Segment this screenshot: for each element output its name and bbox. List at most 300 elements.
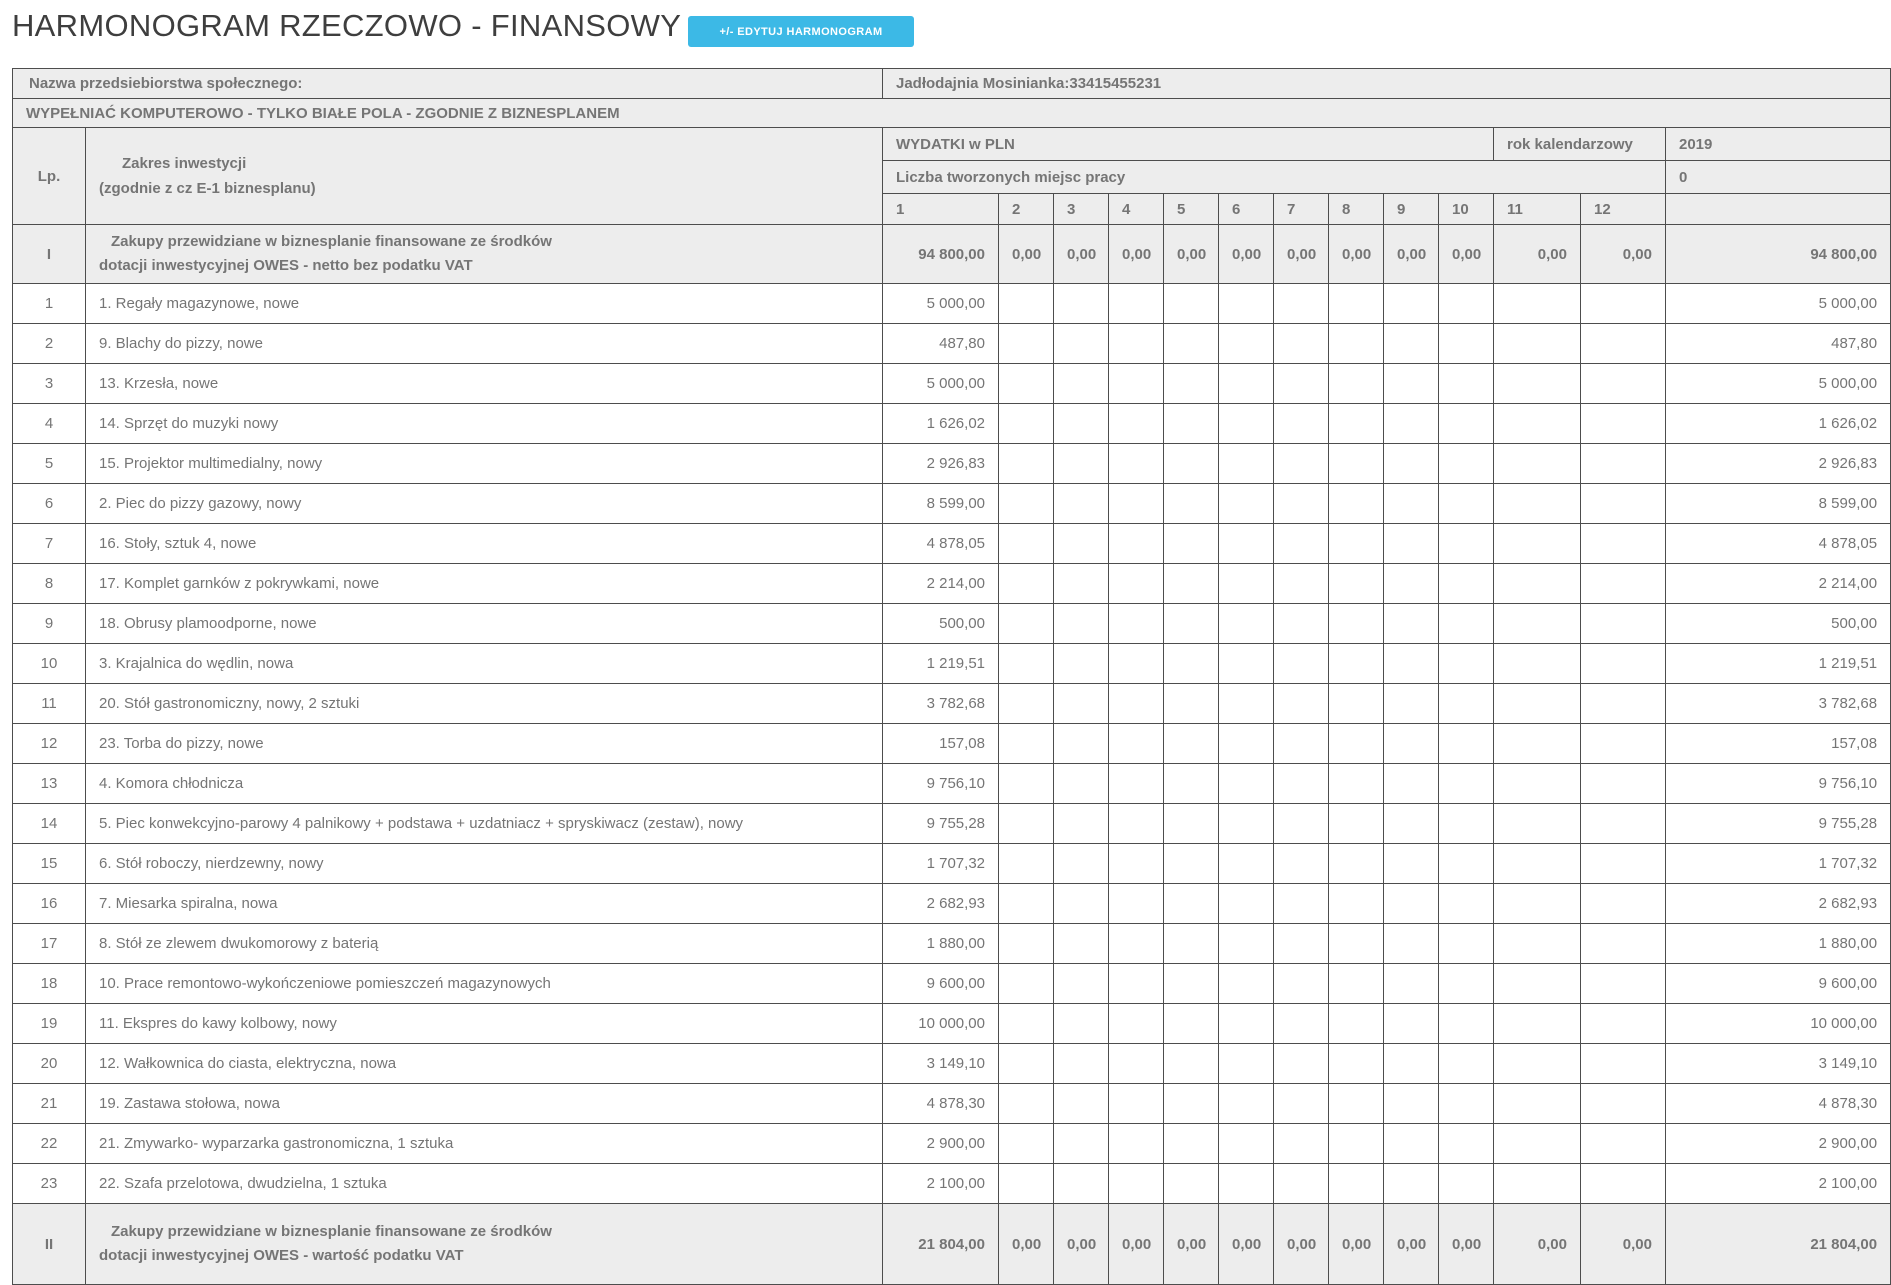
row-month1-value[interactable]: 10 000,00: [883, 1004, 999, 1044]
row-month6-cell[interactable]: [1219, 644, 1274, 684]
row-month10-cell[interactable]: [1439, 684, 1494, 724]
row-month3-cell[interactable]: [1054, 1124, 1109, 1164]
row-month11-cell[interactable]: [1494, 1004, 1581, 1044]
row-month9-cell[interactable]: [1384, 1164, 1439, 1204]
row-month4-cell[interactable]: [1109, 444, 1164, 484]
row-month6-cell[interactable]: [1219, 564, 1274, 604]
row-month4-cell[interactable]: [1109, 1084, 1164, 1124]
row-month5-cell[interactable]: [1164, 1124, 1219, 1164]
company-name-label: Nazwa przedsiebiorstwa społecznego:: [13, 69, 883, 99]
row-month5-cell[interactable]: [1164, 884, 1219, 924]
row-month7-cell[interactable]: [1274, 1004, 1329, 1044]
investment-row: [13, 524, 1891, 564]
row-month2-cell[interactable]: [999, 444, 1054, 484]
row-month7-cell[interactable]: [1274, 564, 1329, 604]
row-month9-cell[interactable]: [1384, 764, 1439, 804]
row-month5-cell[interactable]: [1164, 1044, 1219, 1084]
row-month2-cell[interactable]: [999, 684, 1054, 724]
row-month5-cell[interactable]: [1164, 604, 1219, 644]
row-month9-cell[interactable]: [1384, 284, 1439, 324]
row-month4-cell[interactable]: [1109, 1004, 1164, 1044]
row-month9-cell[interactable]: [1384, 364, 1439, 404]
row-month9-cell[interactable]: [1384, 1004, 1439, 1044]
row-month4-cell[interactable]: [1109, 564, 1164, 604]
row-month12-cell[interactable]: [1581, 1164, 1666, 1204]
row-month12-cell[interactable]: [1581, 644, 1666, 684]
row-month11-cell[interactable]: [1494, 484, 1581, 524]
row-label: 23. Torba do pizzy, nowe: [86, 724, 883, 764]
row-month7-cell[interactable]: [1274, 524, 1329, 564]
row-month9-cell[interactable]: [1384, 724, 1439, 764]
row-month3-cell[interactable]: [1054, 644, 1109, 684]
row-month6-cell[interactable]: [1219, 964, 1274, 1004]
row-label: 4. Komora chłodnicza: [86, 764, 883, 804]
row-month7-cell[interactable]: [1274, 1124, 1329, 1164]
row-total-value: 2 682,93: [1666, 884, 1891, 924]
row-month6-cell[interactable]: [1219, 484, 1274, 524]
row-month11-cell[interactable]: [1494, 924, 1581, 964]
row-month7-cell[interactable]: [1274, 484, 1329, 524]
row-month10-cell[interactable]: [1439, 524, 1494, 564]
row-month10-cell[interactable]: [1439, 1164, 1494, 1204]
row-month1-value[interactable]: 157,08: [883, 724, 999, 764]
row-month5-cell[interactable]: [1164, 1004, 1219, 1044]
row-month11-cell[interactable]: [1494, 564, 1581, 604]
section-label-line2: dotacji inwestycyjnej OWES - wartość podatku VAT: [99, 1247, 464, 1264]
row-month11-cell[interactable]: [1494, 684, 1581, 724]
row-month5-cell[interactable]: [1164, 1084, 1219, 1124]
row-month4-cell[interactable]: [1109, 604, 1164, 644]
row-month1-value[interactable]: 9 756,10: [883, 764, 999, 804]
row-month11-cell[interactable]: [1494, 1164, 1581, 1204]
row-month1-value[interactable]: 2 682,93: [883, 884, 999, 924]
row-month8-cell[interactable]: [1329, 924, 1384, 964]
row-month12-cell[interactable]: [1581, 284, 1666, 324]
row-month7-cell[interactable]: [1274, 964, 1329, 1004]
row-month12-cell[interactable]: [1581, 724, 1666, 764]
row-month12-cell[interactable]: [1581, 964, 1666, 1004]
row-month8-cell[interactable]: [1329, 724, 1384, 764]
row-month5-cell[interactable]: [1164, 924, 1219, 964]
row-month1-value[interactable]: 5 000,00: [883, 284, 999, 324]
row-month10-cell[interactable]: [1439, 764, 1494, 804]
row-total-value: 2 926,83: [1666, 444, 1891, 484]
row-month2-cell[interactable]: [999, 644, 1054, 684]
row-month10-cell[interactable]: [1439, 444, 1494, 484]
row-month10-cell[interactable]: [1439, 1084, 1494, 1124]
row-month8-cell[interactable]: [1329, 564, 1384, 604]
row-month9-cell[interactable]: [1384, 404, 1439, 444]
row-month6-cell[interactable]: [1219, 924, 1274, 964]
row-month2-cell[interactable]: [999, 364, 1054, 404]
row-month6-cell[interactable]: [1219, 764, 1274, 804]
row-month8-cell[interactable]: [1329, 1004, 1384, 1044]
row-month9-cell[interactable]: [1384, 1124, 1439, 1164]
row-month4-cell[interactable]: [1109, 1044, 1164, 1084]
row-month11-cell[interactable]: [1494, 724, 1581, 764]
row-month2-cell[interactable]: [999, 1084, 1054, 1124]
row-month4-cell[interactable]: [1109, 324, 1164, 364]
row-month11-cell[interactable]: [1494, 1124, 1581, 1164]
row-month1-value[interactable]: 9 755,28: [883, 804, 999, 844]
row-month7-cell[interactable]: [1274, 284, 1329, 324]
row-month11-cell[interactable]: [1494, 404, 1581, 444]
row-month10-cell[interactable]: [1439, 1044, 1494, 1084]
row-month3-cell[interactable]: [1054, 604, 1109, 644]
row-month10-cell[interactable]: [1439, 324, 1494, 364]
row-month4-cell[interactable]: [1109, 844, 1164, 884]
month-column-header: 9: [1384, 194, 1439, 225]
row-month6-cell[interactable]: [1219, 1004, 1274, 1044]
row-month4-cell[interactable]: [1109, 804, 1164, 844]
row-month1-value[interactable]: 2 900,00: [883, 1124, 999, 1164]
row-month7-cell[interactable]: [1274, 324, 1329, 364]
row-month12-cell[interactable]: [1581, 524, 1666, 564]
row-month9-cell[interactable]: [1384, 444, 1439, 484]
row-month11-cell[interactable]: [1494, 1044, 1581, 1084]
row-month8-cell[interactable]: [1329, 1164, 1384, 1204]
row-month3-cell[interactable]: [1054, 804, 1109, 844]
row-month5-cell[interactable]: [1164, 324, 1219, 364]
row-month6-cell[interactable]: [1219, 444, 1274, 484]
row-month10-cell[interactable]: [1439, 724, 1494, 764]
row-month6-cell[interactable]: [1219, 324, 1274, 364]
row-month8-cell[interactable]: [1329, 604, 1384, 644]
row-month2-cell[interactable]: [999, 284, 1054, 324]
row-month9-cell[interactable]: [1384, 1084, 1439, 1124]
row-month2-cell[interactable]: [999, 804, 1054, 844]
row-month9-cell[interactable]: [1384, 484, 1439, 524]
row-month10-cell[interactable]: [1439, 1004, 1494, 1044]
row-month10-cell[interactable]: [1439, 844, 1494, 884]
row-month4-cell[interactable]: [1109, 404, 1164, 444]
row-month1-value[interactable]: 4 878,30: [883, 1084, 999, 1124]
row-month1-value[interactable]: 8 599,00: [883, 484, 999, 524]
row-month9-cell[interactable]: [1384, 684, 1439, 724]
row-month8-cell[interactable]: [1329, 444, 1384, 484]
row-month3-cell[interactable]: [1054, 844, 1109, 884]
row-month2-cell[interactable]: [999, 1164, 1054, 1204]
row-month8-cell[interactable]: [1329, 524, 1384, 564]
row-month9-cell[interactable]: [1384, 524, 1439, 564]
row-month12-cell[interactable]: [1581, 444, 1666, 484]
row-month7-cell[interactable]: [1274, 644, 1329, 684]
row-month1-value[interactable]: 1 707,32: [883, 844, 999, 884]
row-month7-cell[interactable]: [1274, 764, 1329, 804]
row-month7-cell[interactable]: [1274, 724, 1329, 764]
row-month12-cell[interactable]: [1581, 564, 1666, 604]
row-month12-cell[interactable]: [1581, 604, 1666, 644]
row-month12-cell[interactable]: [1581, 884, 1666, 924]
row-month1-value[interactable]: 2 214,00: [883, 564, 999, 604]
row-month5-cell[interactable]: [1164, 844, 1219, 884]
row-month6-cell[interactable]: [1219, 284, 1274, 324]
instruction-row: [13, 99, 1891, 128]
row-month1-value[interactable]: 2 100,00: [883, 1164, 999, 1204]
row-month11-cell[interactable]: [1494, 964, 1581, 1004]
row-month10-cell[interactable]: [1439, 1124, 1494, 1164]
row-month6-cell[interactable]: [1219, 884, 1274, 924]
row-month3-cell[interactable]: [1054, 444, 1109, 484]
row-month1-value[interactable]: 5 000,00: [883, 364, 999, 404]
row-month1-value[interactable]: 9 600,00: [883, 964, 999, 1004]
row-month4-cell[interactable]: [1109, 484, 1164, 524]
row-month7-cell[interactable]: [1274, 804, 1329, 844]
row-month7-cell[interactable]: [1274, 604, 1329, 644]
row-month12-cell[interactable]: [1581, 924, 1666, 964]
row-month3-cell[interactable]: [1054, 524, 1109, 564]
row-month7-cell[interactable]: [1274, 844, 1329, 884]
section-i-row: [13, 225, 1891, 284]
row-month12-cell[interactable]: [1581, 844, 1666, 884]
row-month10-cell[interactable]: [1439, 964, 1494, 1004]
row-month6-cell[interactable]: [1219, 404, 1274, 444]
row-month6-cell[interactable]: [1219, 1124, 1274, 1164]
row-label: 6. Stół roboczy, nierdzewny, nowy: [86, 844, 883, 884]
row-month8-cell[interactable]: [1329, 844, 1384, 884]
row-month2-cell[interactable]: [999, 324, 1054, 364]
row-month3-cell[interactable]: [1054, 884, 1109, 924]
row-month11-cell[interactable]: [1494, 364, 1581, 404]
row-month10-cell[interactable]: [1439, 284, 1494, 324]
row-month9-cell[interactable]: [1384, 884, 1439, 924]
row-month12-cell[interactable]: [1581, 324, 1666, 364]
row-month8-cell[interactable]: [1329, 804, 1384, 844]
row-month8-cell[interactable]: [1329, 404, 1384, 444]
row-month2-cell[interactable]: [999, 1004, 1054, 1044]
row-month1-value[interactable]: 3 149,10: [883, 1044, 999, 1084]
row-total-value: 2 900,00: [1666, 1124, 1891, 1164]
row-month11-cell[interactable]: [1494, 884, 1581, 924]
row-month2-cell[interactable]: [999, 564, 1054, 604]
row-month1-value[interactable]: 1 626,02: [883, 404, 999, 444]
row-month3-cell[interactable]: [1054, 1044, 1109, 1084]
row-month10-cell[interactable]: [1439, 884, 1494, 924]
row-month6-cell[interactable]: [1219, 684, 1274, 724]
row-month5-cell[interactable]: [1164, 524, 1219, 564]
row-month9-cell[interactable]: [1384, 324, 1439, 364]
row-label: 8. Stół ze zlewem dwukomorowy z baterią: [86, 924, 883, 964]
row-month5-cell[interactable]: [1164, 644, 1219, 684]
row-month2-cell[interactable]: [999, 404, 1054, 444]
row-month12-cell[interactable]: [1581, 1004, 1666, 1044]
row-lp: 20: [13, 1044, 86, 1084]
row-month4-cell[interactable]: [1109, 884, 1164, 924]
row-month4-cell[interactable]: [1109, 364, 1164, 404]
row-month1-value[interactable]: 487,80: [883, 324, 999, 364]
row-month10-cell[interactable]: [1439, 924, 1494, 964]
row-month6-cell[interactable]: [1219, 1164, 1274, 1204]
row-month9-cell[interactable]: [1384, 844, 1439, 884]
row-month10-cell[interactable]: [1439, 804, 1494, 844]
row-month3-cell[interactable]: [1054, 1004, 1109, 1044]
row-month5-cell[interactable]: [1164, 804, 1219, 844]
row-month2-cell[interactable]: [999, 884, 1054, 924]
row-month12-cell[interactable]: [1581, 684, 1666, 724]
row-month3-cell[interactable]: [1054, 724, 1109, 764]
row-month11-cell[interactable]: [1494, 604, 1581, 644]
row-month2-cell[interactable]: [999, 844, 1054, 884]
row-month2-cell[interactable]: [999, 484, 1054, 524]
row-month8-cell[interactable]: [1329, 964, 1384, 1004]
row-month7-cell[interactable]: [1274, 404, 1329, 444]
row-month3-cell[interactable]: [1054, 1084, 1109, 1124]
row-month3-cell[interactable]: [1054, 284, 1109, 324]
row-month10-cell[interactable]: [1439, 364, 1494, 404]
row-month11-cell[interactable]: [1494, 1084, 1581, 1124]
row-month4-cell[interactable]: [1109, 524, 1164, 564]
row-month11-cell[interactable]: [1494, 444, 1581, 484]
row-month11-cell[interactable]: [1494, 524, 1581, 564]
row-month8-cell[interactable]: [1329, 644, 1384, 684]
row-month5-cell[interactable]: [1164, 284, 1219, 324]
row-month12-cell[interactable]: [1581, 764, 1666, 804]
row-month6-cell[interactable]: [1219, 1084, 1274, 1124]
row-month5-cell[interactable]: [1164, 444, 1219, 484]
row-month1-value[interactable]: 500,00: [883, 604, 999, 644]
row-month2-cell[interactable]: [999, 1124, 1054, 1164]
row-month3-cell[interactable]: [1054, 564, 1109, 604]
row-month9-cell[interactable]: [1384, 644, 1439, 684]
row-month10-cell[interactable]: [1439, 564, 1494, 604]
row-month4-cell[interactable]: [1109, 964, 1164, 1004]
row-month6-cell[interactable]: [1219, 604, 1274, 644]
row-month7-cell[interactable]: [1274, 684, 1329, 724]
scope-header-line1: Zakres inwestycji: [122, 155, 247, 172]
row-month6-cell[interactable]: [1219, 1044, 1274, 1084]
row-month10-cell[interactable]: [1439, 404, 1494, 444]
row-month12-cell[interactable]: [1581, 1124, 1666, 1164]
row-month10-cell[interactable]: [1439, 484, 1494, 524]
row-month5-cell[interactable]: [1164, 764, 1219, 804]
row-month3-cell[interactable]: [1054, 924, 1109, 964]
row-month3-cell[interactable]: [1054, 964, 1109, 1004]
row-month7-cell[interactable]: [1274, 444, 1329, 484]
row-month8-cell[interactable]: [1329, 1124, 1384, 1164]
row-month3-cell[interactable]: [1054, 1164, 1109, 1204]
row-month3-cell[interactable]: [1054, 484, 1109, 524]
row-month12-cell[interactable]: [1581, 404, 1666, 444]
row-month7-cell[interactable]: [1274, 1084, 1329, 1124]
row-month6-cell[interactable]: [1219, 844, 1274, 884]
row-month5-cell[interactable]: [1164, 564, 1219, 604]
row-month6-cell[interactable]: [1219, 724, 1274, 764]
row-month3-cell[interactable]: [1054, 764, 1109, 804]
row-month4-cell[interactable]: [1109, 1164, 1164, 1204]
row-month5-cell[interactable]: [1164, 404, 1219, 444]
row-month8-cell[interactable]: [1329, 684, 1384, 724]
row-month9-cell[interactable]: [1384, 964, 1439, 1004]
row-month5-cell[interactable]: [1164, 1164, 1219, 1204]
row-month12-cell[interactable]: [1581, 1044, 1666, 1084]
row-month5-cell[interactable]: [1164, 364, 1219, 404]
row-month8-cell[interactable]: [1329, 764, 1384, 804]
row-month10-cell[interactable]: [1439, 644, 1494, 684]
section-month-value: 0,00: [1494, 225, 1581, 284]
row-month1-value[interactable]: 4 878,05: [883, 524, 999, 564]
row-month3-cell[interactable]: [1054, 324, 1109, 364]
row-month2-cell[interactable]: [999, 924, 1054, 964]
row-month1-value[interactable]: 1 880,00: [883, 924, 999, 964]
row-month7-cell[interactable]: [1274, 1164, 1329, 1204]
row-month6-cell[interactable]: [1219, 364, 1274, 404]
row-month2-cell[interactable]: [999, 964, 1054, 1004]
row-month5-cell[interactable]: [1164, 484, 1219, 524]
row-month8-cell[interactable]: [1329, 484, 1384, 524]
row-month5-cell[interactable]: [1164, 724, 1219, 764]
section-month-value: 0,00: [1384, 225, 1439, 284]
row-month1-value[interactable]: 1 219,51: [883, 644, 999, 684]
row-month4-cell[interactable]: [1109, 684, 1164, 724]
row-month7-cell[interactable]: [1274, 364, 1329, 404]
row-month1-value[interactable]: 3 782,68: [883, 684, 999, 724]
month-column-header: 7: [1274, 194, 1329, 225]
row-month12-cell[interactable]: [1581, 1084, 1666, 1124]
row-month7-cell[interactable]: [1274, 924, 1329, 964]
row-month4-cell[interactable]: [1109, 764, 1164, 804]
row-month8-cell[interactable]: [1329, 1044, 1384, 1084]
row-month10-cell[interactable]: [1439, 604, 1494, 644]
row-month6-cell[interactable]: [1219, 804, 1274, 844]
month-column-header: 5: [1164, 194, 1219, 225]
row-month2-cell[interactable]: [999, 764, 1054, 804]
row-month4-cell[interactable]: [1109, 1124, 1164, 1164]
row-month6-cell[interactable]: [1219, 524, 1274, 564]
row-month12-cell[interactable]: [1581, 364, 1666, 404]
expenses-header-row: [13, 128, 1891, 161]
row-lp: 17: [13, 924, 86, 964]
row-month7-cell[interactable]: [1274, 1044, 1329, 1084]
row-month8-cell[interactable]: [1329, 884, 1384, 924]
row-month5-cell[interactable]: [1164, 684, 1219, 724]
row-month2-cell[interactable]: [999, 1044, 1054, 1084]
row-month9-cell[interactable]: [1384, 1044, 1439, 1084]
row-month1-value[interactable]: 2 926,83: [883, 444, 999, 484]
row-month3-cell[interactable]: [1054, 684, 1109, 724]
section-label: [86, 1204, 883, 1285]
row-month11-cell[interactable]: [1494, 804, 1581, 844]
row-month8-cell[interactable]: [1329, 284, 1384, 324]
row-month3-cell[interactable]: [1054, 404, 1109, 444]
row-month7-cell[interactable]: [1274, 884, 1329, 924]
row-month2-cell[interactable]: [999, 724, 1054, 764]
row-month2-cell[interactable]: [999, 604, 1054, 644]
row-month4-cell[interactable]: [1109, 644, 1164, 684]
row-month9-cell[interactable]: [1384, 924, 1439, 964]
row-month12-cell[interactable]: [1581, 484, 1666, 524]
row-month11-cell[interactable]: [1494, 844, 1581, 884]
row-month3-cell[interactable]: [1054, 364, 1109, 404]
row-month11-cell[interactable]: [1494, 644, 1581, 684]
row-month12-cell[interactable]: [1581, 804, 1666, 844]
row-month4-cell[interactable]: [1109, 724, 1164, 764]
row-month11-cell[interactable]: [1494, 284, 1581, 324]
row-month11-cell[interactable]: [1494, 764, 1581, 804]
row-month9-cell[interactable]: [1384, 804, 1439, 844]
row-month4-cell[interactable]: [1109, 924, 1164, 964]
row-month2-cell[interactable]: [999, 524, 1054, 564]
row-label: 13. Krzesła, nowe: [86, 364, 883, 404]
edit-harmonogram-button[interactable]: +/- EDYTUJ HARMONOGRAM: [688, 16, 914, 47]
row-month5-cell[interactable]: [1164, 964, 1219, 1004]
row-month9-cell[interactable]: [1384, 604, 1439, 644]
row-month8-cell[interactable]: [1329, 1084, 1384, 1124]
row-month9-cell[interactable]: [1384, 564, 1439, 604]
row-month8-cell[interactable]: [1329, 324, 1384, 364]
row-month11-cell[interactable]: [1494, 324, 1581, 364]
row-month8-cell[interactable]: [1329, 364, 1384, 404]
row-month4-cell[interactable]: [1109, 284, 1164, 324]
